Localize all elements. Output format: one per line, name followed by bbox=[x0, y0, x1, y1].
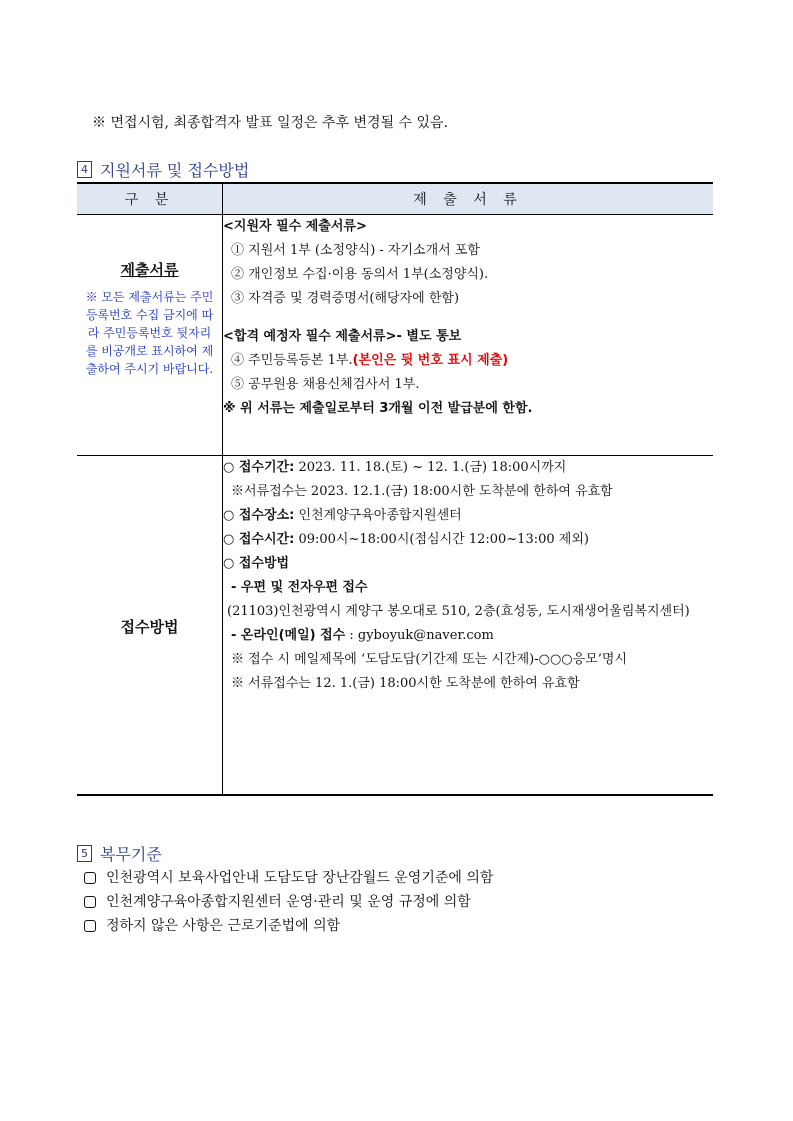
method-content-cell bbox=[223, 456, 714, 796]
validity-note: ※ 위 서류는 제출일로부터 3개월 이전 발급분에 한함. bbox=[223, 401, 533, 416]
row-label-documents: 제출서류 bbox=[120, 261, 179, 279]
checkbox-square-icon bbox=[84, 872, 96, 884]
method-label: ○ 접수방법 bbox=[223, 556, 290, 571]
rule-text: 인천계양구육아종합지원센터 운영·관리 및 운영 규정에 의함 bbox=[106, 894, 471, 910]
doc-item: ⑤ 공무원용 채용신체검사서 1부. bbox=[231, 377, 420, 392]
doc-item: ③ 자격증 및 경력증명서(해당자에 한함) bbox=[231, 291, 460, 306]
period-note: ※서류접수는 2023. 12.1.(금) 18:00시한 도착분에 한하여 유효함 bbox=[231, 484, 613, 499]
email-address: : gyboyuk@naver.com bbox=[345, 628, 494, 643]
section-5-heading bbox=[77, 842, 162, 865]
table-row bbox=[77, 456, 713, 796]
row-label-cell bbox=[77, 215, 223, 456]
table-row bbox=[77, 215, 713, 456]
doc-item: ② 개인정보 수집·이용 동의서 1부(소정양식). bbox=[231, 267, 489, 282]
period-label: ○ 접수기간: bbox=[223, 460, 295, 475]
doc-item: ① 지원서 1부 (소정양식) - 자기소개서 포함 bbox=[231, 243, 480, 258]
checkbox-square-icon bbox=[84, 920, 96, 932]
place-line bbox=[223, 504, 713, 528]
place-value: 인천계양구육아종합지원센터 bbox=[294, 508, 462, 523]
privacy-note: ※ 모든 제출서류는 주민등록번호 수집 금지에 따라 주민등록번호 뒷자리를 비공개로 표시하여 제출하여 주시기 바랍니다. bbox=[85, 290, 214, 376]
section-4-heading bbox=[77, 158, 249, 181]
service-rules-list bbox=[84, 866, 493, 938]
period-value: 2023. 11. 18.(토) ~ 12. 1.(금) 18:00시까지 bbox=[294, 460, 567, 475]
rule-text: 정하지 않은 사항은 근로기준법에 의함 bbox=[106, 918, 341, 934]
doc-item bbox=[223, 349, 713, 373]
period-line bbox=[223, 456, 713, 480]
doc-item-warning: (본인은 뒷 번호 표시 제출) bbox=[352, 353, 509, 368]
post-label: - 우편 및 전자우편 접수 bbox=[231, 580, 368, 595]
section-number-box: 4 bbox=[77, 161, 92, 178]
mailing-address: (21103)인천광역시 계양구 봉오대로 510, 2층(효성동, 도시재생어울림복지센터) bbox=[227, 604, 690, 619]
documents-content-cell bbox=[223, 215, 714, 456]
place-label: ○ 접수장소: bbox=[223, 508, 295, 523]
list-item bbox=[84, 890, 493, 914]
row-label-method: 접수방법 bbox=[120, 618, 179, 636]
checkbox-square-icon bbox=[84, 896, 96, 908]
final-note: ※ 서류접수는 12. 1.(금) 18:00시한 도착분에 한하여 유효함 bbox=[231, 676, 580, 691]
documents-table bbox=[77, 182, 713, 796]
list-item bbox=[84, 914, 493, 938]
finalist-docs-title: <합격 예정자 필수 제출서류>- 별도 통보 bbox=[223, 329, 462, 344]
doc-item-text: ④ 주민등록등본 1부. bbox=[231, 353, 353, 368]
section-5-title: 복무기준 bbox=[100, 845, 162, 864]
row-label-cell bbox=[77, 456, 223, 796]
time-label: ○ 접수시간: bbox=[223, 532, 295, 547]
rule-text: 인천광역시 보육사업안내 도담도담 장난감월드 운영기준에 의함 bbox=[106, 870, 494, 886]
online-line bbox=[223, 624, 713, 648]
section-number-box: 5 bbox=[77, 845, 92, 862]
schedule-change-note: ※ 면접시험, 최종합격자 발표 일정은 추후 변경될 수 있음. bbox=[92, 115, 449, 131]
list-item bbox=[84, 866, 493, 890]
time-value: 09:00시~18:00시(점심시간 12:00~13:00 제외) bbox=[294, 532, 589, 547]
time-line bbox=[223, 528, 713, 552]
section-4-title: 지원서류 및 접수방법 bbox=[100, 161, 250, 180]
header-documents: 제 출 서 류 bbox=[223, 183, 714, 215]
online-label: - 온라인(메일) 접수 bbox=[231, 628, 346, 643]
mail-subject-note: ※ 접수 시 메일제목에 ‘도담도담(기간제 또는 시간제)-○○○응모’명시 bbox=[231, 652, 628, 667]
header-category: 구 분 bbox=[77, 183, 223, 215]
table-header-row bbox=[77, 183, 713, 215]
applicant-docs-title: <지원자 필수 제출서류> bbox=[223, 219, 367, 234]
